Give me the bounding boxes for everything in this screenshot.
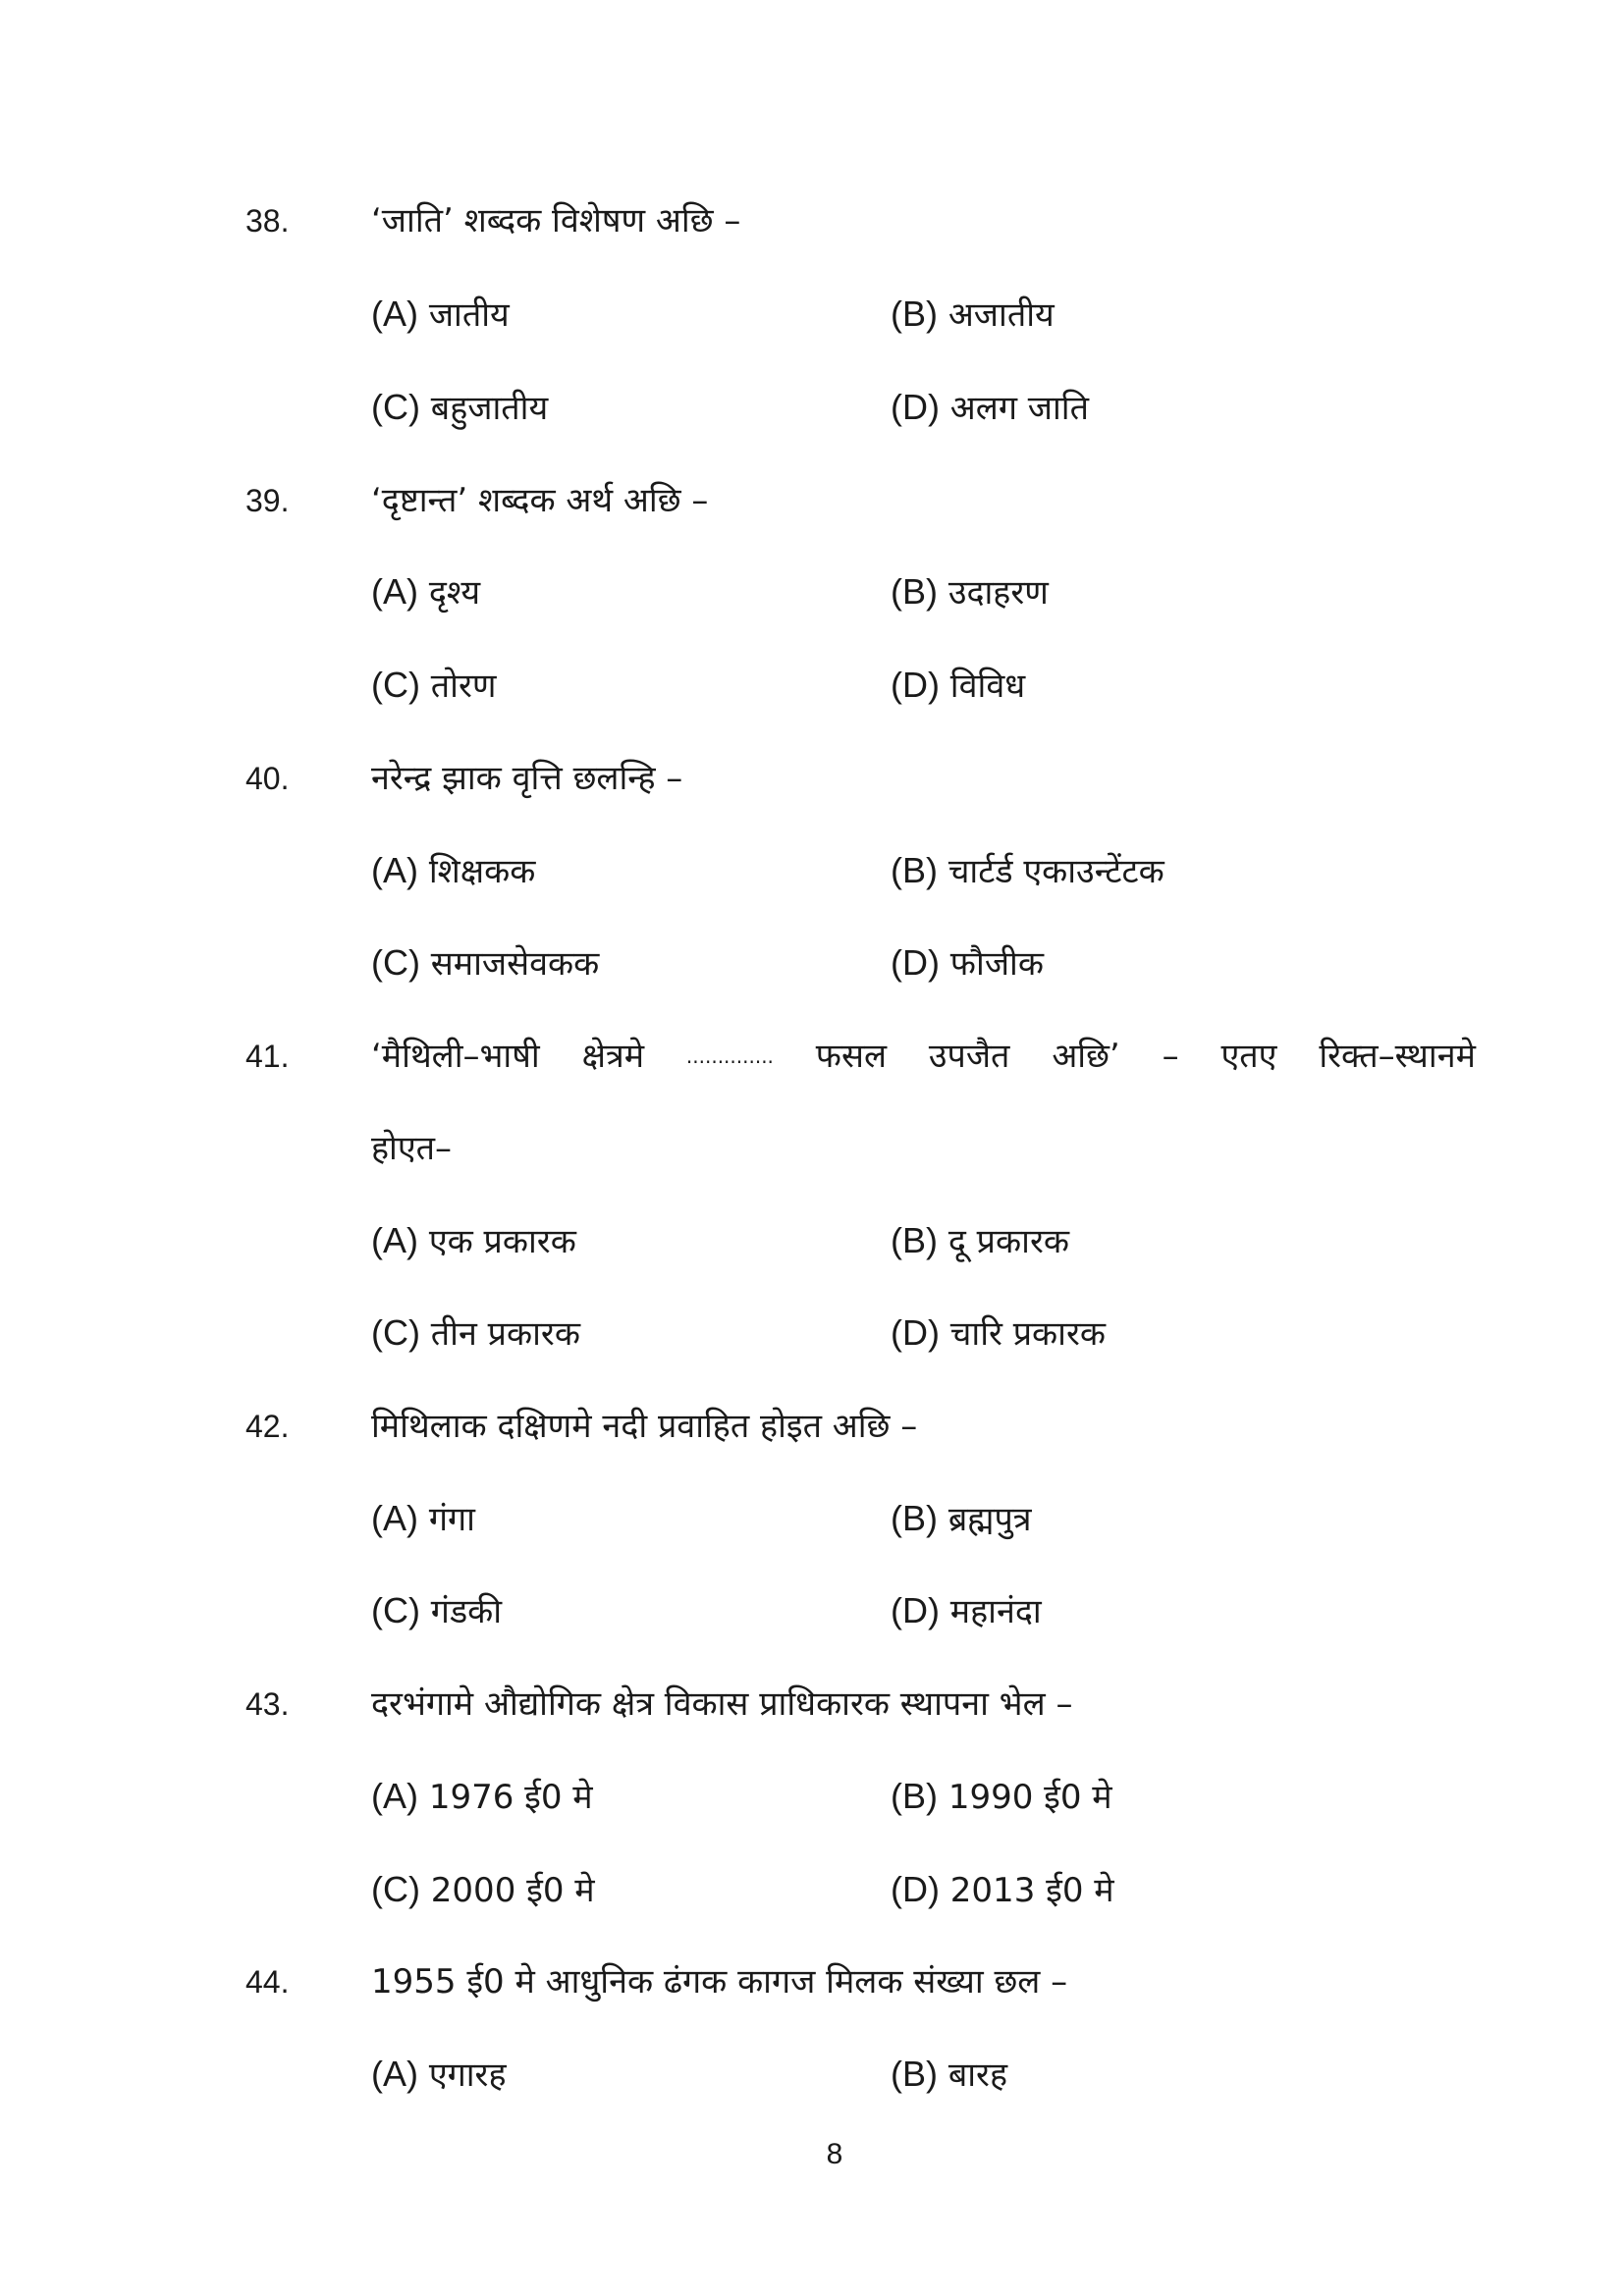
option-text: दू प्रकारक: [947, 1222, 1069, 1261]
question-text: ‘दृष्टान्त’ शब्दक अर्थ अछि –: [371, 481, 709, 520]
option-label: (A): [371, 294, 418, 334]
option-label: (B): [891, 571, 938, 612]
option-text: बहुजातीय: [430, 389, 549, 428]
option-label: (A): [371, 571, 418, 612]
question-number: 40.: [245, 761, 290, 796]
option-text: बारह: [947, 2056, 1007, 2095]
option-b: [891, 572, 1049, 613]
option-text: अजातीय: [947, 295, 1055, 335]
option-a: [371, 1777, 593, 1817]
option-d: [891, 943, 1044, 984]
option-d: [891, 666, 1025, 706]
option-text: 2013 ई0 मे: [949, 1871, 1114, 1910]
question-word: ‘मैथिली–भाषी: [371, 1037, 540, 1076]
question-number: 39.: [245, 483, 290, 518]
question-word: –: [1162, 1037, 1179, 1076]
option-text: 1990 ई0 मे: [947, 1778, 1112, 1817]
option-text: महानंदा: [949, 1592, 1042, 1631]
option-c: [371, 388, 548, 428]
option-label: (B): [891, 1220, 938, 1260]
option-text: तीन प्रकारक: [430, 1314, 580, 1354]
question-word: अछि’: [1052, 1037, 1120, 1076]
option-text: फौजीक: [949, 944, 1044, 984]
option-c: [371, 666, 496, 706]
option-c: [371, 1313, 580, 1354]
option-label: (C): [371, 665, 420, 705]
question-word: क्षेत्रमे: [581, 1037, 645, 1076]
option-text: विविध: [949, 667, 1026, 706]
option-b: [891, 294, 1055, 335]
option-label: (D): [891, 1590, 940, 1630]
question-text: दरभंगामे औद्योगिक क्षेत्र विकास प्राधिकारक स्थापना भेल –: [371, 1684, 1073, 1724]
question-text: नरेन्द्र झाक वृत्ति छलन्हि –: [371, 759, 683, 798]
option-label: (C): [371, 387, 420, 427]
blank-dots: ..............: [685, 1044, 774, 1068]
option-label: (D): [891, 665, 940, 705]
option-text: उदाहरण: [947, 573, 1049, 613]
option-text: चारि प्रकारक: [949, 1314, 1106, 1354]
option-c: [371, 943, 599, 984]
option-a: [371, 294, 510, 335]
option-text: अलग जाति: [949, 389, 1089, 428]
option-label: (A): [371, 1498, 418, 1538]
option-c: [371, 1870, 595, 1910]
question-text: मिथिलाक दक्षिणमे नदी प्रवाहित होइत अछि –: [371, 1407, 918, 1446]
option-b: [891, 1221, 1069, 1261]
option-a: [371, 2055, 507, 2095]
question-word: उपजैत: [928, 1037, 1010, 1076]
option-label: (C): [371, 1312, 420, 1353]
option-text: ब्रह्मपुत्र: [947, 1500, 1032, 1539]
option-label: (B): [891, 1498, 938, 1538]
option-label: (B): [891, 850, 938, 890]
question-number: 43.: [245, 1686, 290, 1722]
option-text: दृश्य: [428, 573, 481, 613]
option-a: [371, 572, 480, 613]
option-label: (B): [891, 1776, 938, 1816]
option-text: एगारह: [428, 2056, 507, 2095]
question-text: [371, 1037, 1476, 1076]
option-label: (A): [371, 850, 418, 890]
option-text: 2000 ई0 मे: [430, 1871, 595, 1910]
option-label: (C): [371, 942, 420, 983]
question-word: फसल: [815, 1037, 888, 1076]
question-text-continued: होएत–: [371, 1129, 453, 1168]
option-label: (D): [891, 387, 940, 427]
option-a: [371, 1499, 475, 1539]
option-b: [891, 1499, 1032, 1539]
option-label: (D): [891, 1869, 940, 1909]
option-d: [891, 1870, 1114, 1910]
option-d: [891, 1313, 1106, 1354]
option-c: [371, 1591, 502, 1631]
option-text: शिक्षकक: [428, 852, 536, 891]
option-text: तोरण: [430, 667, 497, 706]
question-word: एतए: [1220, 1037, 1277, 1076]
option-label: (C): [371, 1590, 420, 1630]
option-label: (C): [371, 1869, 420, 1909]
option-text: समाजसेवकक: [430, 944, 600, 984]
question-number: 44.: [245, 1964, 290, 2000]
option-label: (A): [371, 2054, 418, 2094]
option-text: जातीय: [428, 295, 510, 335]
question-text: ‘जाति’ शब्दक विशेषण अछि –: [371, 201, 741, 240]
question-number: 38.: [245, 203, 290, 239]
option-label: (D): [891, 942, 940, 983]
question-number: 41.: [245, 1039, 290, 1074]
option-label: (A): [371, 1776, 418, 1816]
option-a: [371, 851, 535, 891]
option-text: एक प्रकारक: [428, 1222, 576, 1261]
option-text: चार्टर्ड एकाउन्टेंटक: [947, 852, 1164, 891]
question-text: 1955 ई0 मे आधुनिक ढंगक कागज मिलक संख्या छल –: [371, 1962, 1068, 2002]
option-label: (B): [891, 2054, 938, 2094]
option-label: (A): [371, 1220, 418, 1260]
question-number: 42.: [245, 1409, 290, 1444]
option-text: गंडकी: [430, 1592, 503, 1631]
option-label: (D): [891, 1312, 940, 1353]
option-text: 1976 ई0 मे: [428, 1778, 593, 1817]
option-d: [891, 1591, 1042, 1631]
option-a: [371, 1221, 576, 1261]
option-b: [891, 2055, 1007, 2095]
option-b: [891, 851, 1164, 891]
question-word: रिक्त–स्थानमे: [1319, 1037, 1476, 1076]
option-d: [891, 388, 1089, 428]
option-label: (B): [891, 294, 938, 334]
option-b: [891, 1777, 1112, 1817]
option-text: गंगा: [428, 1500, 475, 1539]
page-number: 8: [826, 2138, 843, 2170]
